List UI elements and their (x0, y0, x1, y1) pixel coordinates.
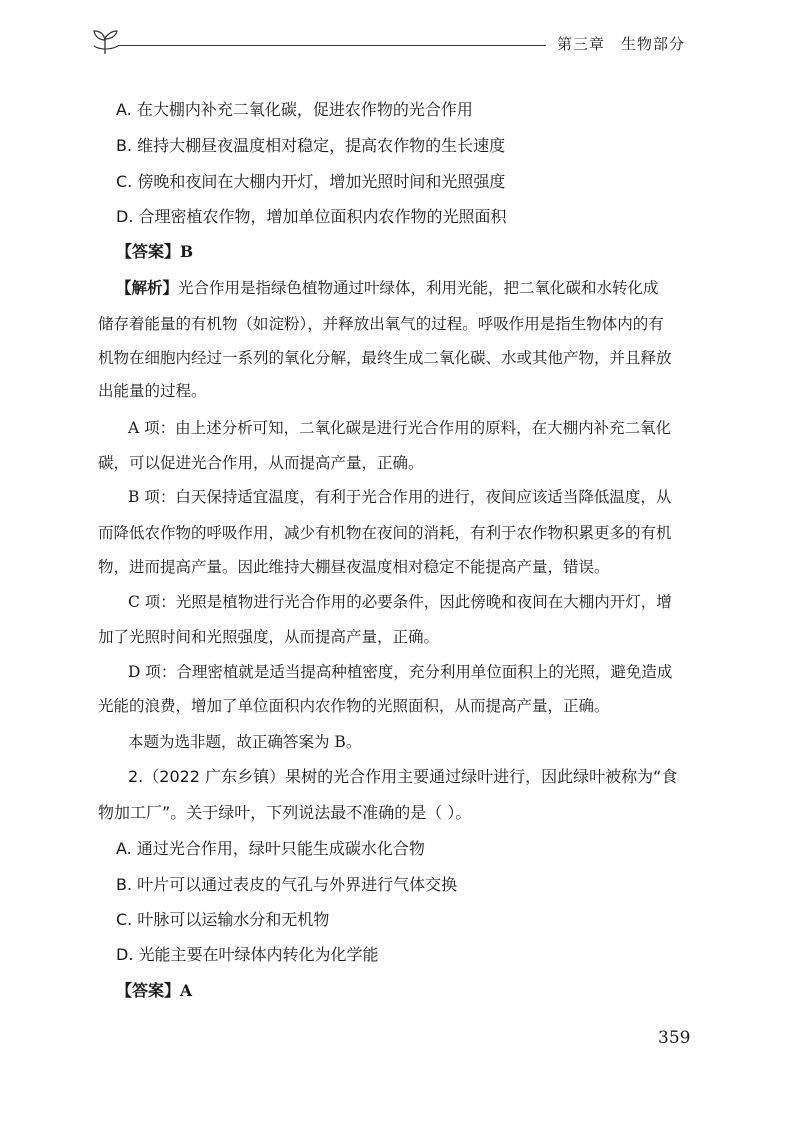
answer-tag: 【答案】 (116, 242, 181, 261)
analysis-tag: 【解析】 (116, 278, 179, 297)
answer-value: A (180, 981, 193, 1000)
conclusion: 本题为选非题，故正确答案为 B。 (128, 733, 362, 751)
page-header (92, 28, 704, 58)
item-a-line-2: 碳，可以促进光合作用，从而提高产量，正确。 (98, 454, 424, 472)
q2-option-c: C. 叶脉可以运输水分和无机物 (116, 910, 330, 929)
q1-answer (116, 243, 696, 261)
item-c-line-1: C 项：光照是植物进行光合作用的必要条件，因此傍晚和夜间在大棚内开灯，增 (128, 593, 672, 611)
q2-option-b: B. 叶片可以通过表皮的气孔与外界进行气体交换 (116, 875, 458, 894)
q2-option-d: D. 光能主要在叶绿体内转化为化学能 (116, 945, 379, 964)
analysis-line-1: 【解析】光合作用是指绿色植物通过叶绿体，利用光能，把二氧化碳和水转化成 (116, 278, 659, 297)
page-number: 359 (658, 1028, 691, 1048)
analysis-line-2: 储存着能量的有机物（如淀粉），并释放出氧气的过程。呼吸作用是指生物体内的有 (98, 315, 664, 333)
chapter-label: 第三章 (557, 35, 606, 53)
q2-option-a: A. 通过光合作用，绿叶只能生成碳水化合物 (116, 839, 425, 858)
q1-option-a: A. 在大棚内补充二氧化碳，促进农作物的光合作用 (116, 100, 473, 119)
analysis-line-3: 机物在细胞内经过一系列的氧化分解，最终生成二氧化碳、水或其他产物，并且释放 (98, 349, 672, 367)
header-rule (118, 45, 546, 46)
item-a-line-1: A 项：由上述分析可知，二氧化碳是进行光合作用的原料，在大棚内补充二氧化 (128, 419, 672, 437)
chapter-title (557, 33, 685, 54)
sprout-icon (92, 28, 118, 56)
item-d-line-2: 光能的浪费，增加了单位面积内农作物的光照面积，从而提高产量，正确。 (98, 697, 610, 715)
answer-tag: 【答案】 (116, 981, 181, 1000)
item-c-line-2: 加了光照时间和光照强度，从而提高产量，正确。 (98, 628, 440, 646)
q1-option-b: B. 维持大棚昼夜温度相对稳定，提高农作物的生长速度 (116, 136, 506, 155)
q1-option-c: C. 傍晚和夜间在大棚内开灯，增加光照时间和光照强度 (116, 172, 506, 191)
item-d-line-1: D 项：合理密植就是适当提高种植密度，充分利用单位面积上的光照，避免造成 (128, 663, 673, 681)
analysis-line-4: 出能量的过程。 (98, 382, 207, 400)
section-label: 生物部分 (621, 35, 686, 53)
answer-value: B (180, 242, 194, 261)
item-b-line-2: 而降低农作物的呼吸作用，减少有机物在夜间的消耗，有利于农作物积累更多的有机 (98, 524, 672, 542)
q1-option-d: D. 合理密植农作物，增加单位面积内农作物的光照面积 (116, 207, 507, 226)
q2-stem-line-2: 物加工厂”。关于绿叶，下列说法最不准确的是（ ）。 (98, 803, 472, 822)
q2-stem-line-1: 2.（2022 广东乡镇）果树的光合作用主要通过绿叶进行，因此绿叶被称为“食 (128, 767, 678, 786)
q2-answer (116, 982, 696, 1000)
item-b-line-1: B 项：白天保持适宜温度，有利于光合作用的进行，夜间应该适当降低温度，从 (128, 488, 672, 506)
item-b-line-3: 物，进而提高产量。因此维持大棚昼夜温度相对稳定不能提高产量，错误。 (98, 558, 610, 576)
